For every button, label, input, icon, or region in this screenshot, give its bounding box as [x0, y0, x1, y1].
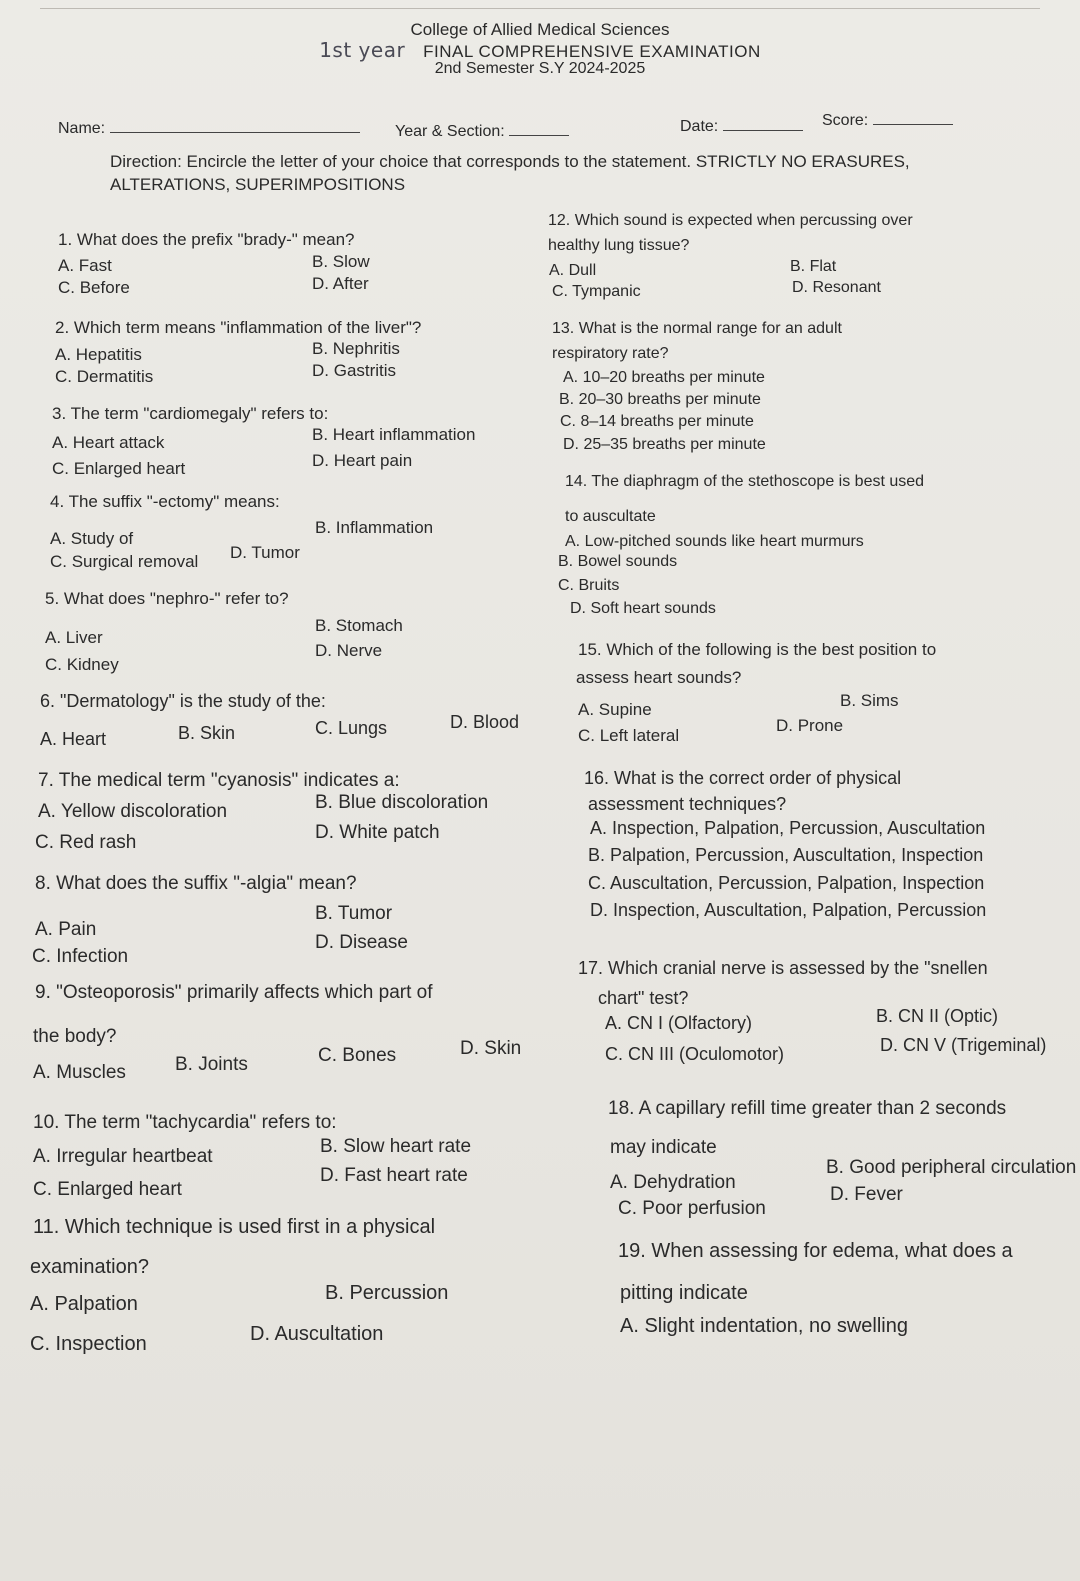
name-label: Name:: [58, 120, 106, 137]
question-9-text: the body?: [33, 1026, 117, 1047]
question-11-option-c[interactable]: C. Inspection: [30, 1333, 147, 1355]
question-7-option-d[interactable]: D. White patch: [315, 822, 440, 843]
question-9-option-a[interactable]: A. Muscles: [33, 1062, 126, 1083]
question-4-option-d[interactable]: D. Tumor: [230, 543, 300, 562]
question-12-text: healthy lung tissue?: [548, 237, 690, 254]
question-15-option-a[interactable]: A. Supine: [578, 700, 652, 719]
question-1-option-c[interactable]: C. Before: [58, 278, 130, 297]
question-7-option-c[interactable]: C. Red rash: [35, 832, 137, 853]
question-3-option-b[interactable]: B. Heart inflammation: [312, 425, 476, 444]
score-label: Score:: [822, 112, 869, 129]
question-11-option-d[interactable]: D. Auscultation: [250, 1323, 384, 1345]
question-4-option-b[interactable]: B. Inflammation: [315, 518, 434, 537]
question-3-option-d[interactable]: D. Heart pain: [312, 451, 413, 470]
question-9-text: 9. "Osteoporosis" primarily affects which part of: [35, 982, 433, 1003]
college-name: College of Allied Medical Sciences: [410, 20, 670, 39]
question-15-option-c[interactable]: C. Left lateral: [578, 726, 680, 745]
question-13-option-c[interactable]: C. 8–14 breaths per minute: [560, 413, 754, 430]
question-12-text: 12. Which sound is expected when percussing over: [548, 212, 913, 229]
question-18-option-a[interactable]: A. Dehydration: [610, 1172, 736, 1193]
question-5-option-c[interactable]: C. Kidney: [45, 655, 119, 674]
question-18-text: may indicate: [610, 1137, 717, 1158]
question-9-option-d[interactable]: D. Skin: [460, 1038, 522, 1059]
question-6-text: 6. "Dermatology" is the study of the:: [40, 691, 326, 711]
question-17-option-d[interactable]: D. CN V (Trigeminal): [880, 1035, 1047, 1055]
question-10-option-c[interactable]: C. Enlarged heart: [33, 1179, 182, 1200]
question-2-option-d[interactable]: D. Gastritis: [312, 361, 397, 380]
question-2-option-c[interactable]: C. Dermatitis: [55, 367, 154, 386]
semester: 2nd Semester S.Y 2024-2025: [434, 60, 646, 77]
question-8-option-b[interactable]: B. Tumor: [315, 903, 393, 924]
question-17-text: 17. Which cranial nerve is assessed by the "snellen: [578, 958, 988, 978]
question-11-option-a[interactable]: A. Palpation: [30, 1293, 138, 1315]
question-16-option-d[interactable]: D. Inspection, Auscultation, Palpation, Percussion: [590, 900, 987, 920]
question-14-text: to auscultate: [565, 508, 656, 525]
question-8-option-a[interactable]: A. Pain: [35, 919, 97, 940]
question-17-option-a[interactable]: A. CN I (Olfactory): [605, 1013, 753, 1033]
question-15-option-d[interactable]: D. Prone: [776, 716, 844, 735]
question-5-option-d[interactable]: D. Nerve: [315, 641, 383, 660]
question-8-text: 8. What does the suffix "-algia" mean?: [35, 873, 357, 894]
question-16-option-a[interactable]: A. Inspection, Palpation, Percussion, Auscultation: [590, 818, 986, 838]
directions: Direction: Encircle the letter of your choice that corresponds to the statement. STRICTLY NO ERASURES, ALTERATIONS, SUPERIMPOSITIONS: [110, 152, 910, 194]
question-4-option-c[interactable]: C. Surgical removal: [50, 552, 199, 571]
question-7-option-b[interactable]: B. Blue discoloration: [315, 792, 489, 813]
question-3-option-a[interactable]: A. Heart attack: [52, 433, 165, 452]
question-3-option-c[interactable]: C. Enlarged heart: [52, 459, 186, 478]
question-1-option-d[interactable]: D. After: [312, 274, 369, 293]
exam-title: FINAL COMPREHENSIVE EXAMINATION: [423, 42, 761, 61]
question-10-option-b[interactable]: B. Slow heart rate: [320, 1136, 472, 1157]
question-5-option-b[interactable]: B. Stomach: [315, 616, 403, 635]
question-9-option-b[interactable]: B. Joints: [175, 1054, 248, 1075]
question-13-option-d[interactable]: D. 25–35 breaths per minute: [563, 436, 766, 453]
question-5-option-a[interactable]: A. Liver: [45, 628, 103, 647]
question-16-text: assessment techniques?: [588, 794, 787, 814]
question-17-option-c[interactable]: C. CN III (Oculomotor): [605, 1044, 785, 1064]
question-11-text: examination?: [30, 1256, 149, 1278]
question-17-option-b[interactable]: B. CN II (Optic): [876, 1006, 999, 1026]
question-15-text: 15. Which of the following is the best position to: [578, 640, 937, 659]
question-1-text: 1. What does the prefix "brady-" mean?: [58, 230, 355, 249]
question-19-text: pitting indicate: [620, 1282, 748, 1304]
question-5-text: 5. What does "nephro-" refer to?: [45, 589, 289, 608]
question-10-text: 10. The term "tachycardia" refers to:: [33, 1112, 337, 1133]
question-10-option-a[interactable]: A. Irregular heartbeat: [33, 1146, 213, 1167]
question-13-text: 13. What is the normal range for an adult: [552, 320, 842, 337]
question-6-option-d[interactable]: D. Blood: [450, 712, 520, 732]
question-1-option-b[interactable]: B. Slow: [312, 252, 370, 271]
question-12-option-c[interactable]: C. Tympanic: [552, 283, 641, 300]
question-18-option-b[interactable]: B. Good peripheral circulation: [826, 1157, 1077, 1178]
question-14-option-d[interactable]: D. Soft heart sounds: [570, 600, 716, 617]
question-16-text: 16. What is the correct order of physical: [584, 768, 902, 788]
question-7-text: 7. The medical term "cyanosis" indicates a:: [38, 770, 400, 791]
question-19-text: 19. When assessing for edema, what does a: [618, 1240, 1013, 1262]
question-11-text: 11. Which technique is used first in a physical: [33, 1216, 436, 1238]
question-17-text: chart" test?: [598, 988, 689, 1008]
question-18-text: 18. A capillary refill time greater than 2 seconds: [608, 1098, 1007, 1119]
question-13-text: respiratory rate?: [552, 345, 669, 362]
question-7-option-a[interactable]: A. Yellow discoloration: [38, 801, 228, 822]
date-label: Date:: [680, 118, 719, 135]
question-10-option-d[interactable]: D. Fast heart rate: [320, 1165, 468, 1186]
question-9-option-c[interactable]: C. Bones: [318, 1045, 397, 1066]
question-3-text: 3. The term "cardiomegaly" refers to:: [52, 404, 329, 423]
right-column: [540, 0, 1080, 1581]
question-4-option-a[interactable]: A. Study of: [50, 529, 134, 548]
year-handwritten: 1st year: [319, 38, 406, 62]
question-2-text: 2. Which term means "inflammation of the liver"?: [55, 318, 422, 337]
question-4-text: 4. The suffix "-ectomy" means:: [50, 492, 280, 511]
question-2-option-a[interactable]: A. Hepatitis: [55, 345, 142, 364]
question-1-option-a[interactable]: A. Fast: [58, 256, 112, 275]
question-15-option-b[interactable]: B. Sims: [840, 691, 899, 710]
question-18-option-d[interactable]: D. Fever: [830, 1184, 903, 1205]
question-6-option-c[interactable]: C. Lungs: [315, 718, 388, 738]
question-2-option-b[interactable]: B. Nephritis: [312, 339, 400, 358]
question-6-option-a[interactable]: A. Heart: [40, 729, 107, 749]
question-12-option-b[interactable]: B. Flat: [790, 258, 837, 275]
question-14-option-a[interactable]: A. Low-pitched sounds like heart murmurs: [565, 533, 864, 550]
year-section-label: Year & Section:: [395, 123, 505, 140]
question-6-option-b[interactable]: B. Skin: [178, 723, 236, 743]
question-13-option-b[interactable]: B. 20–30 breaths per minute: [559, 391, 761, 408]
question-18-option-c[interactable]: C. Poor perfusion: [618, 1198, 766, 1219]
question-14-option-b[interactable]: B. Bowel sounds: [558, 553, 678, 570]
question-13-option-a[interactable]: A. 10–20 breaths per minute: [563, 369, 765, 386]
question-15-text: assess heart sounds?: [576, 668, 742, 687]
question-12-option-d[interactable]: D. Resonant: [792, 279, 881, 296]
question-8-option-d[interactable]: D. Disease: [315, 932, 408, 953]
question-12-option-a[interactable]: A. Dull: [549, 262, 597, 279]
question-16-option-c[interactable]: C. Auscultation, Percussion, Palpation, Inspection: [588, 873, 985, 893]
question-11-option-b[interactable]: B. Percussion: [325, 1282, 449, 1304]
question-14-option-c[interactable]: C. Bruits: [558, 577, 620, 594]
question-14-text: 14. The diaphragm of the stethoscope is best used: [565, 473, 925, 490]
question-19-option-a[interactable]: A. Slight indentation, no swelling: [620, 1315, 908, 1337]
question-8-option-c[interactable]: C. Infection: [32, 946, 129, 967]
question-16-option-b[interactable]: B. Palpation, Percussion, Auscultation, Inspection: [588, 845, 984, 865]
